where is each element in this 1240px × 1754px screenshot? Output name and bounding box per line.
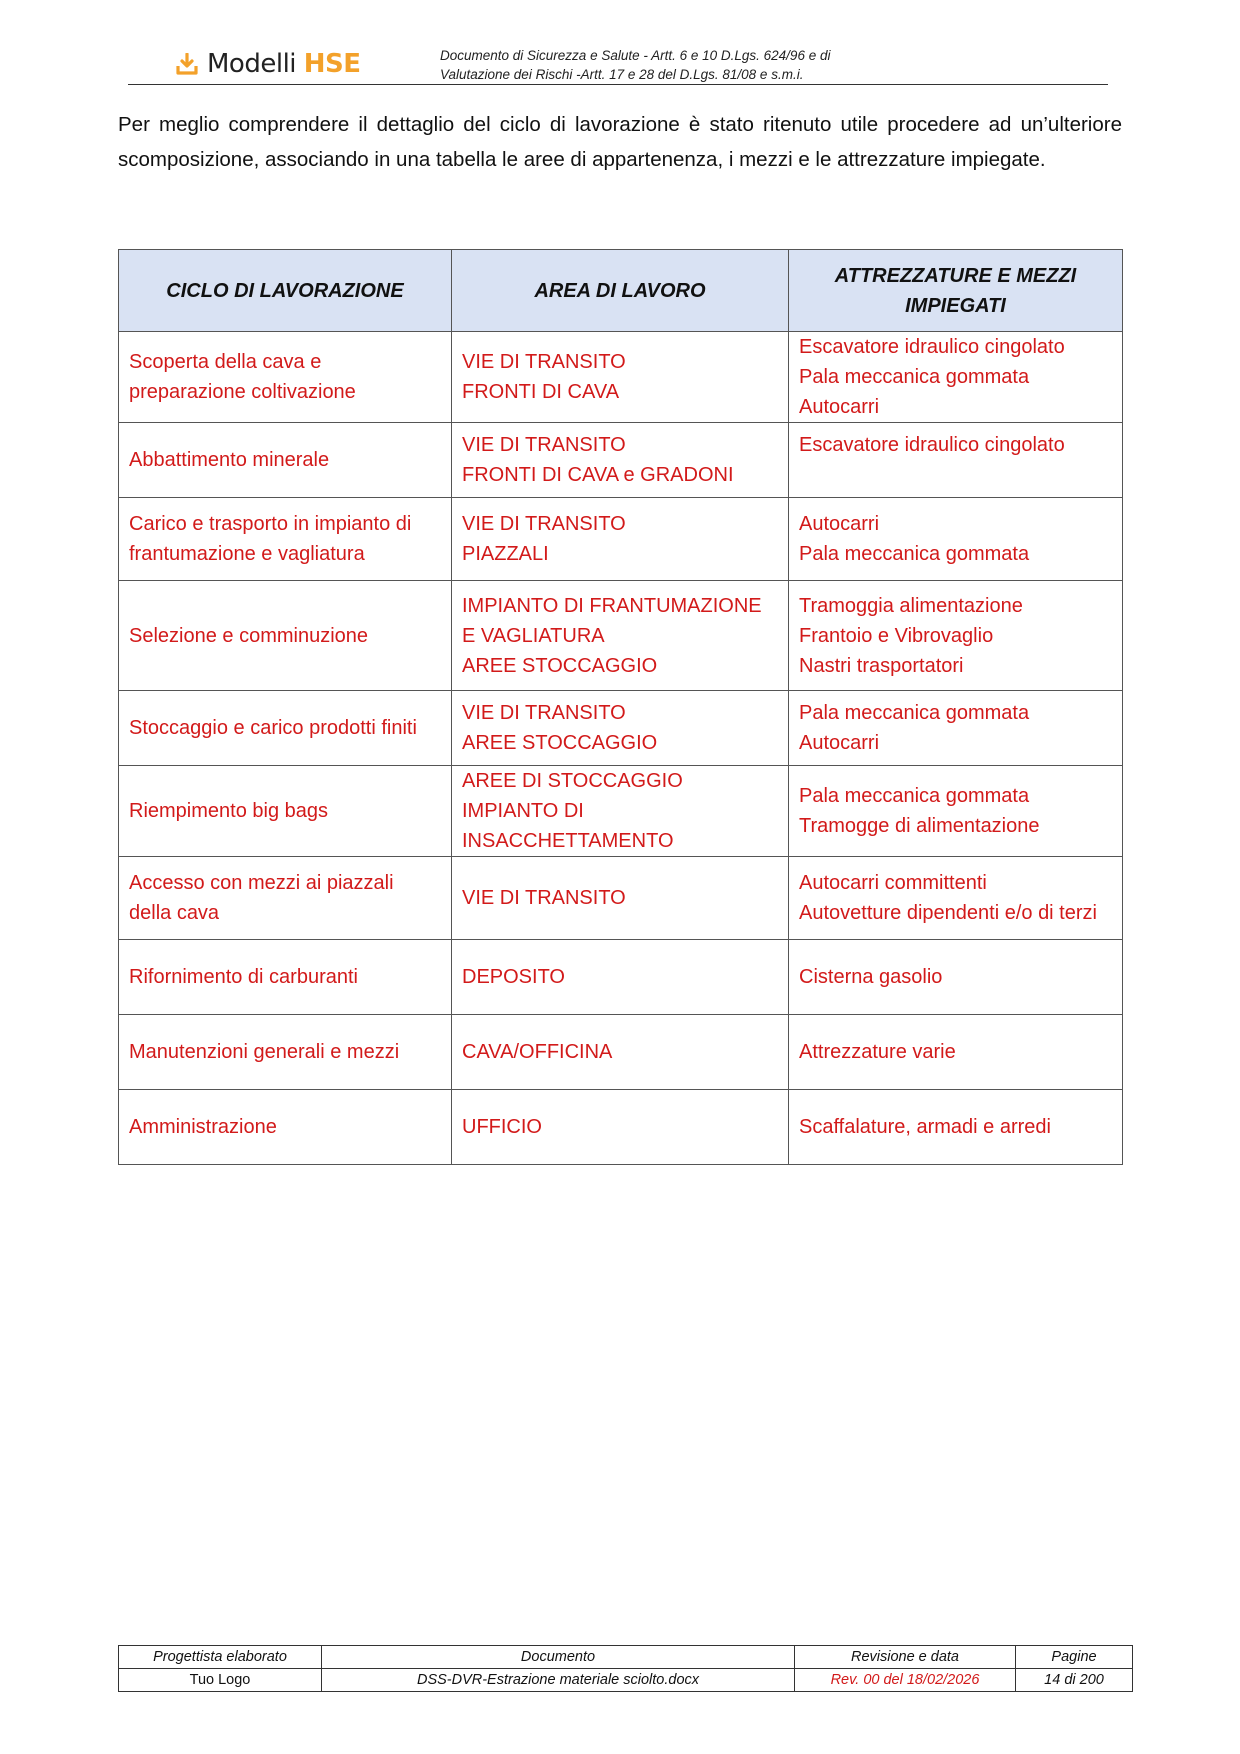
cell-line: Pala meccanica gommata xyxy=(799,702,1030,724)
footer-value-pages: 14 di 200 xyxy=(1016,1669,1133,1692)
cell-line: Manutenzioni generali e mezzi xyxy=(129,1041,400,1063)
footer-value-revision: Rev. 00 del 18/02/2026 xyxy=(795,1669,1016,1692)
cell-ciclo xyxy=(119,581,452,691)
table-row xyxy=(119,332,1123,423)
cell-line: VIE DI TRANSITO xyxy=(462,702,626,724)
cell-line: Autocarri xyxy=(799,396,880,418)
cell-attrezzature xyxy=(789,1090,1123,1165)
footer-label-pages: Pagine xyxy=(1016,1646,1133,1669)
intro-paragraph: Per meglio comprendere il dettaglio del ciclo di lavorazione è stato ritenuto utile procedere ad un’ulteriore scomposizione, associando in una tabella le aree di appartenenza, i mezzi e le attrezzature impiegate. xyxy=(118,113,1122,171)
cell-line: Autocarri xyxy=(799,732,880,754)
cell-ciclo xyxy=(119,423,452,498)
footer-value-row xyxy=(119,1669,1133,1692)
document-description xyxy=(440,46,830,84)
cell-attrezzature xyxy=(789,1015,1123,1090)
cell-attrezzature xyxy=(789,332,1123,423)
footer-label-document: Documento xyxy=(322,1646,795,1669)
cell-line: Escavatore idraulico cingolato xyxy=(799,434,1065,456)
cell-line: Scaffalature, armadi e arredi xyxy=(799,1116,1051,1138)
description-line: Valutazione dei Rischi -Artt. 17 e 28 del D.Lgs. 81/08 e s.m.i. xyxy=(440,67,804,82)
footer-label-revision: Revisione e data xyxy=(795,1646,1016,1669)
cell-line: Cisterna gasolio xyxy=(799,966,943,988)
cell-area xyxy=(452,498,789,581)
header-divider xyxy=(128,84,1108,85)
cell-line: DEPOSITO xyxy=(462,966,565,988)
cell-ciclo xyxy=(119,857,452,940)
column-header-attrezzature: ATTREZZATURE E MEZZI IMPIEGATI xyxy=(789,250,1123,332)
cell-line: Accesso con mezzi ai piazzali della cava xyxy=(129,872,394,924)
download-tray-icon xyxy=(176,53,198,75)
cell-line: VIE DI TRANSITO xyxy=(462,513,626,535)
work-cycle-table xyxy=(118,249,1123,1165)
cell-line: VIE DI TRANSITO xyxy=(462,887,626,909)
cell-area xyxy=(452,691,789,766)
cell-line xyxy=(799,460,1112,490)
table-row xyxy=(119,1015,1123,1090)
cell-ciclo xyxy=(119,498,452,581)
table-row xyxy=(119,766,1123,857)
cell-ciclo xyxy=(119,1090,452,1165)
cell-line: VIE DI TRANSITO xyxy=(462,434,626,456)
cell-attrezzature xyxy=(789,766,1123,857)
cell-line: Amministrazione xyxy=(129,1116,277,1138)
cell-area xyxy=(452,423,789,498)
cell-line: IMPIANTO DI INSACCHETTAMENTO xyxy=(462,800,674,852)
cell-line: CAVA/OFFICINA xyxy=(462,1041,613,1063)
cell-ciclo xyxy=(119,766,452,857)
cell-area xyxy=(452,1090,789,1165)
cell-line: Frantoio e Vibrovaglio xyxy=(799,624,994,647)
table-header-row xyxy=(119,250,1123,332)
cell-attrezzature xyxy=(789,423,1123,498)
cell-line: UFFICIO xyxy=(462,1116,542,1138)
logo-text: Modelli HSE xyxy=(207,49,361,79)
table-row xyxy=(119,691,1123,766)
cell-line: AREE STOCCAGGIO xyxy=(462,732,658,754)
cell-ciclo xyxy=(119,332,452,423)
description-line: Documento di Sicurezza e Salute - Artt. 6 e 10 D.Lgs. 624/96 e di xyxy=(440,48,831,63)
cell-line: VIE DI TRANSITO xyxy=(462,351,626,373)
cell-line: PIAZZALI xyxy=(462,543,549,565)
cell-line: Autovetture dipendenti e/o di terzi xyxy=(799,902,1097,924)
cell-line: Pala meccanica gommata xyxy=(799,785,1030,807)
cell-line: Pala meccanica gommata xyxy=(799,366,1030,388)
logo-accent-text: HSE xyxy=(303,49,361,79)
cell-attrezzature xyxy=(789,498,1123,581)
footer-value-document: DSS-DVR-Estrazione materiale sciolto.docx xyxy=(322,1669,795,1692)
footer-value-logo: Tuo Logo xyxy=(119,1669,322,1692)
footer-label-designer: Progettista elaborato xyxy=(119,1646,322,1669)
page-header xyxy=(128,44,1108,86)
table-row xyxy=(119,423,1123,498)
cell-line: Scoperta della cava e preparazione coltivazione xyxy=(129,351,356,403)
cell-line: AREE DI STOCCAGGIO xyxy=(462,770,683,792)
cell-line: Escavatore idraulico cingolato xyxy=(799,336,1065,358)
table-row xyxy=(119,498,1123,581)
cell-line: Autocarri committenti xyxy=(799,872,987,894)
cell-line: Abbattimento minerale xyxy=(129,449,330,471)
cell-attrezzature xyxy=(789,691,1123,766)
cell-line: Nastri trasportatori xyxy=(799,654,964,677)
table-row xyxy=(119,940,1123,1015)
column-header-area: AREA DI LAVORO xyxy=(452,250,789,332)
cell-attrezzature xyxy=(789,940,1123,1015)
cell-area xyxy=(452,332,789,423)
cell-ciclo xyxy=(119,940,452,1015)
cell-line: Stoccaggio e carico prodotti finiti xyxy=(129,717,417,739)
cell-area xyxy=(452,857,789,940)
table-row xyxy=(119,1090,1123,1165)
cell-ciclo xyxy=(119,1015,452,1090)
cell-line: Selezione e comminuzione xyxy=(129,624,369,647)
cell-line: Pala meccanica gommata xyxy=(799,543,1030,565)
cell-attrezzature xyxy=(789,581,1123,691)
cell-line: Riempimento big bags xyxy=(129,800,328,822)
cell-ciclo xyxy=(119,691,452,766)
cell-line: IMPIANTO DI FRANTUMAZIONE E VAGLIATURA xyxy=(462,594,762,647)
logo xyxy=(176,48,361,80)
cell-line: Autocarri xyxy=(799,513,880,535)
cell-line: Carico e trasporto in impianto di frantumazione e vagliatura xyxy=(129,513,412,565)
cell-area xyxy=(452,1015,789,1090)
table-row xyxy=(119,581,1123,691)
cell-area xyxy=(452,940,789,1015)
cell-line: FRONTI DI CAVA xyxy=(462,381,620,403)
cell-line: AREE STOCCAGGIO xyxy=(462,654,658,677)
footer-table xyxy=(118,1645,1133,1692)
footer-label-row xyxy=(119,1646,1133,1669)
cell-line: Rifornimento di carburanti xyxy=(129,966,358,988)
column-header-ciclo: CICLO DI LAVORAZIONE xyxy=(119,250,452,332)
table-row xyxy=(119,857,1123,940)
cell-area xyxy=(452,766,789,857)
cell-attrezzature xyxy=(789,857,1123,940)
cell-area xyxy=(452,581,789,691)
cell-line: Tramoggia alimentazione xyxy=(799,594,1023,617)
cell-line: Tramogge di alimentazione xyxy=(799,815,1040,837)
cell-line: FRONTI DI CAVA e GRADONI xyxy=(462,464,734,486)
cell-line: Attrezzature varie xyxy=(799,1041,956,1063)
